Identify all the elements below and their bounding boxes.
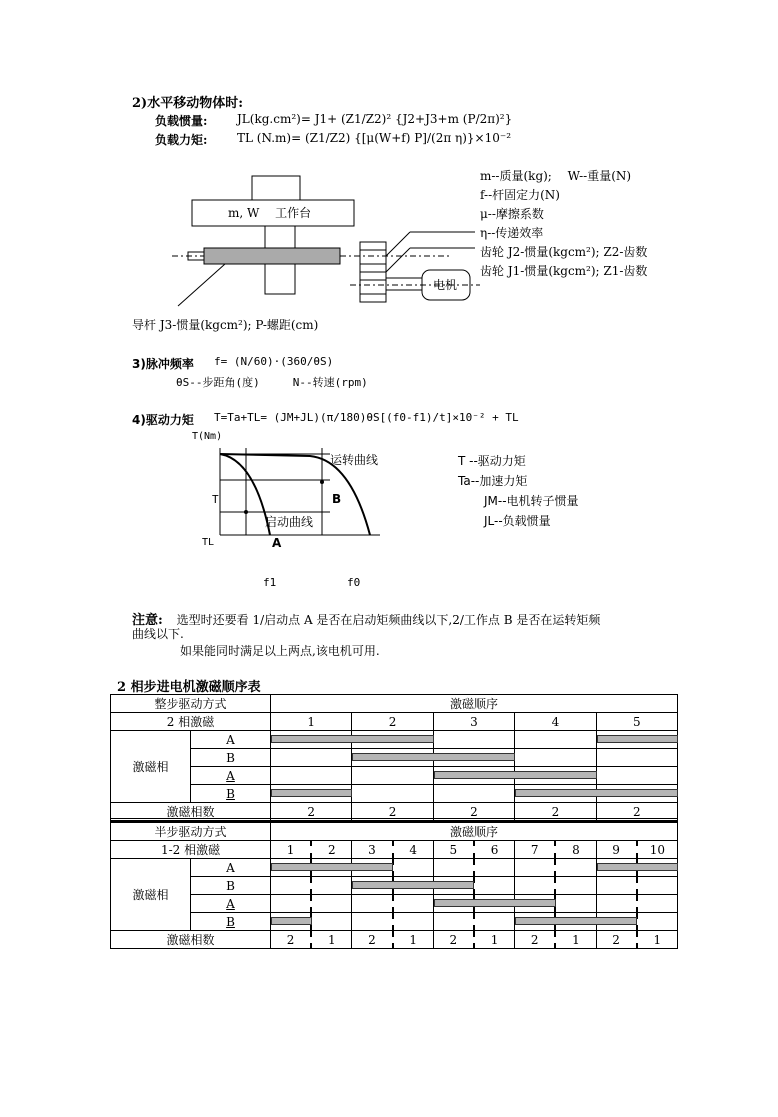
- tick-f1: f1: [263, 576, 277, 589]
- step-cell: 2: [311, 841, 352, 859]
- section-heading-pulse: 3)脉冲频率: [132, 357, 194, 371]
- phase-a: A: [191, 859, 271, 877]
- step-cell: 3: [433, 713, 514, 731]
- mechanism-diagram: [170, 168, 500, 318]
- rod-label: 导杆 J3-惯量(kgcm²); P-螺距(cm): [132, 318, 319, 332]
- count-cell: 2: [271, 803, 352, 821]
- legend-item: η--传递效率: [480, 226, 544, 240]
- step-cell: 9: [596, 841, 637, 859]
- half-step-seq-header: 激磁顺序: [271, 823, 678, 841]
- step-cell: 5: [433, 841, 474, 859]
- chart-legend-item: T --驱动力矩: [458, 454, 526, 468]
- chart-legend-item: JL--负载惯量: [484, 514, 551, 528]
- count-cell: 2: [515, 803, 596, 821]
- inertia-formula: JL(kg.cm²)= J1+ (Z1/Z2)² {J2+J3+m (P/2π)²}: [237, 112, 513, 126]
- table-title: 2 相步进电机激磁顺序表: [117, 680, 261, 695]
- count-cell: 2: [271, 931, 312, 949]
- count-cell: 2: [352, 931, 393, 949]
- full-step-seq-header: 激磁顺序: [271, 695, 678, 713]
- phase-b: B: [191, 877, 271, 895]
- step-cell: 5: [596, 713, 677, 731]
- step-cell: 2: [352, 713, 433, 731]
- motor-label: 电机: [433, 278, 458, 292]
- section-heading-drive-torque: 4)驱动力矩: [132, 413, 194, 427]
- phase-b: B: [191, 749, 271, 767]
- step-cell: 1: [271, 713, 352, 731]
- run-curve-label: 运转曲线: [330, 453, 379, 467]
- legend-item: f--杆固定力(N): [480, 188, 560, 202]
- y-axis-label: T(Nm): [192, 431, 223, 442]
- half-step-mode-sub: 1-2 相激磁: [111, 841, 271, 859]
- count-label: 激磁相数: [111, 931, 271, 949]
- point-a-label: A: [272, 536, 282, 550]
- phase-a: A: [191, 731, 271, 749]
- phase-a-bar: A: [191, 895, 271, 913]
- count-cell: 2: [433, 803, 514, 821]
- count-cell: 2: [352, 803, 433, 821]
- drive-torque-formula: T=Ta+TL= (JM+JL)(π/180)θS[(f0-f1)/t]×10⁻² + TL: [214, 411, 519, 424]
- note-line2: 曲线以下.: [132, 627, 184, 641]
- step-cell: 8: [555, 841, 596, 859]
- step-cell: 4: [515, 713, 596, 731]
- step-cell: 3: [352, 841, 393, 859]
- tick-t: T: [212, 493, 219, 506]
- count-cell: 2: [596, 931, 637, 949]
- torque-formula: TL (N.m)= (Z1/Z2) {[μ(W+f) P]/(2π η)}×10⁻²: [237, 131, 512, 145]
- phase-b-bar: B: [191, 785, 271, 803]
- note-line3: 如果能同时满足以上两点,该电机可用.: [180, 644, 380, 658]
- phase-group-label: 激磁相: [111, 731, 191, 803]
- half-step-table: [110, 822, 678, 949]
- step-cell: 6: [474, 841, 515, 859]
- legend-item: 齿轮 J1-惯量(kgcm²); Z1-齿数: [480, 264, 648, 278]
- count-cell: 1: [393, 931, 434, 949]
- full-step-table: [110, 694, 678, 821]
- note-label: 注意:: [132, 613, 163, 628]
- legend-item: 齿轮 J2-惯量(kgcm²); Z2-齿数: [480, 245, 648, 259]
- step-cell: 4: [393, 841, 434, 859]
- note-block: [132, 609, 600, 628]
- section-heading-horizontal: 2)水平移动物体时:: [132, 96, 243, 111]
- half-step-mode: 半步驱动方式: [111, 823, 271, 841]
- chart-legend-item: JM--电机转子惯量: [484, 494, 579, 508]
- count-cell: 2: [596, 803, 677, 821]
- count-cell: 1: [637, 931, 678, 949]
- step-cell: 10: [637, 841, 678, 859]
- phase-b-bar: B: [191, 913, 271, 931]
- phase-group-label: 激磁相: [111, 859, 191, 931]
- count-cell: 2: [433, 931, 474, 949]
- step-cell: 7: [515, 841, 556, 859]
- tick-tl: TL: [202, 537, 215, 548]
- count-cell: 2: [515, 931, 556, 949]
- pulse-formula: f= (N/60)·(360/θS): [214, 355, 334, 368]
- worktable-label: m, W 工作台: [228, 206, 312, 220]
- step-cell: 1: [271, 841, 312, 859]
- chart-legend-item: Ta--加速力矩: [458, 474, 528, 488]
- phase-a-bar: A: [191, 767, 271, 785]
- count-cell: 1: [311, 931, 352, 949]
- point-b-label: B: [332, 492, 342, 506]
- count-label: 激磁相数: [111, 803, 271, 821]
- legend-item: μ--摩擦系数: [480, 207, 544, 221]
- count-cell: 1: [555, 931, 596, 949]
- legend-item: m--质量(kg); W--重量(N): [480, 169, 632, 183]
- tick-f0: f0: [347, 576, 361, 589]
- full-step-mode-sub: 2 相激磁: [111, 713, 271, 731]
- torque-label: 负载力矩:: [155, 133, 208, 147]
- chart-legend: [458, 451, 579, 531]
- full-step-mode: 整步驱动方式: [111, 695, 271, 713]
- inertia-label: 负载惯量:: [155, 114, 208, 128]
- pulse-defs: θS--步距角(度) N--转速(rpm): [176, 376, 368, 389]
- start-curve-label: 启动曲线: [265, 515, 314, 529]
- count-cell: 1: [474, 931, 515, 949]
- mechanism-legend: [480, 167, 647, 281]
- note-line1: 选型时还要看 1/启动点 A 是否在启动矩频曲线以下,2/工作点 B 是否在运转矩频: [176, 613, 601, 627]
